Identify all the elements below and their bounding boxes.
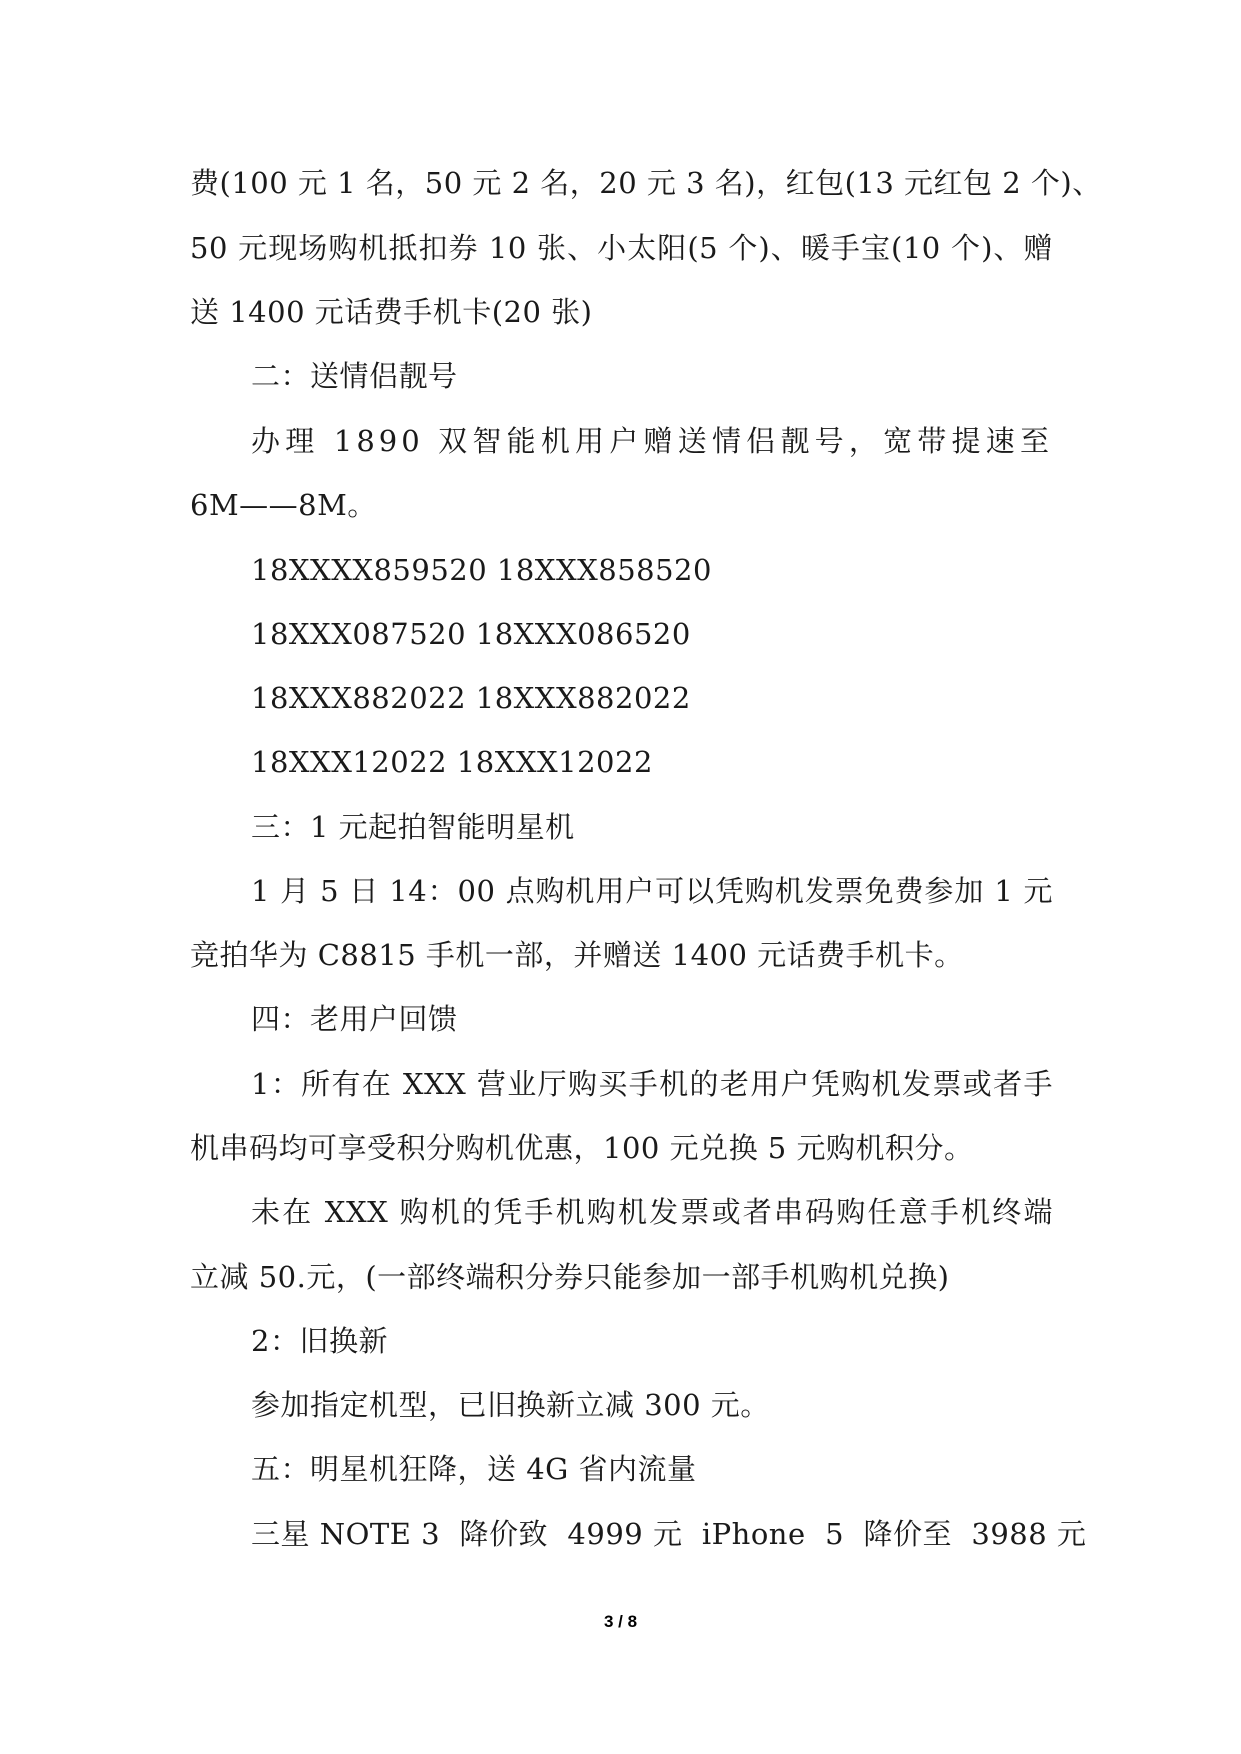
paragraph-line-20: 参加指定机型，已旧换新立减 300 元。 [251,1388,770,1422]
paragraph-line-12: 1 月 5 日 14：00 点购机用户可以凭购机发票免费参加 1 元 [251,874,1053,908]
paragraph-line-13: 竞拍华为 C8815 手机一部，并赠送 1400 元话费手机卡。 [190,938,964,972]
paragraph-line-15: 1：所有在 XXX 营业厅购买手机的老用户凭购机发票或者手 [251,1067,1053,1101]
section-heading-2: 二：送情侣靓号 [251,359,458,393]
phone-number-row-2: 18XXX087520 18XXX086520 [251,617,691,651]
section-heading-4: 四：老用户回馈 [251,1002,458,1036]
paragraph-line-2: 50 元现场购机抵扣券 10 张、小太阳(5 个)、暖手宝(10 个)、赠 [190,231,1053,265]
phone-number-row-3: 18XXX882022 18XXX882022 [251,681,691,715]
paragraph-line-17: 未在 XXX 购机的凭手机购机发票或者串码购任意手机终端 [251,1195,1053,1229]
phone-number-row-1: 18XXXX859520 18XXX858520 [251,553,712,587]
paragraph-line-6: 6M——8M。 [190,488,377,522]
subsection-heading-2: 2：旧换新 [251,1324,388,1358]
paragraph-line-22: 三星 NOTE 3 降价致 4999 元 iPhone 5 降价至 3988 元 [251,1517,1087,1551]
paragraph-line-16: 机串码均可享受积分购机优惠，100 元兑换 5 元购机积分。 [190,1131,974,1165]
page-number: 3 / 8 [603,1612,638,1631]
phone-number-row-4: 18XXX12022 18XXX12022 [251,745,653,779]
paragraph-line-5: 办理 1890 双智能机用户赠送情侣靓号，宽带提速至 [251,424,1053,458]
paragraph-line-18: 立减 50.元，(一部终端积分券只能参加一部手机购机兑换) [190,1260,950,1294]
paragraph-line-3: 送 1400 元话费手机卡(20 张) [190,295,593,329]
section-heading-3: 三：1 元起拍智能明星机 [251,810,575,844]
section-heading-5: 五：明星机狂降，送 4G 省内流量 [251,1452,697,1486]
paragraph-line-1: 费(100 元 1 名，50 元 2 名，20 元 3 名)，红包(13 元红包 2 个)、 [190,166,1102,200]
